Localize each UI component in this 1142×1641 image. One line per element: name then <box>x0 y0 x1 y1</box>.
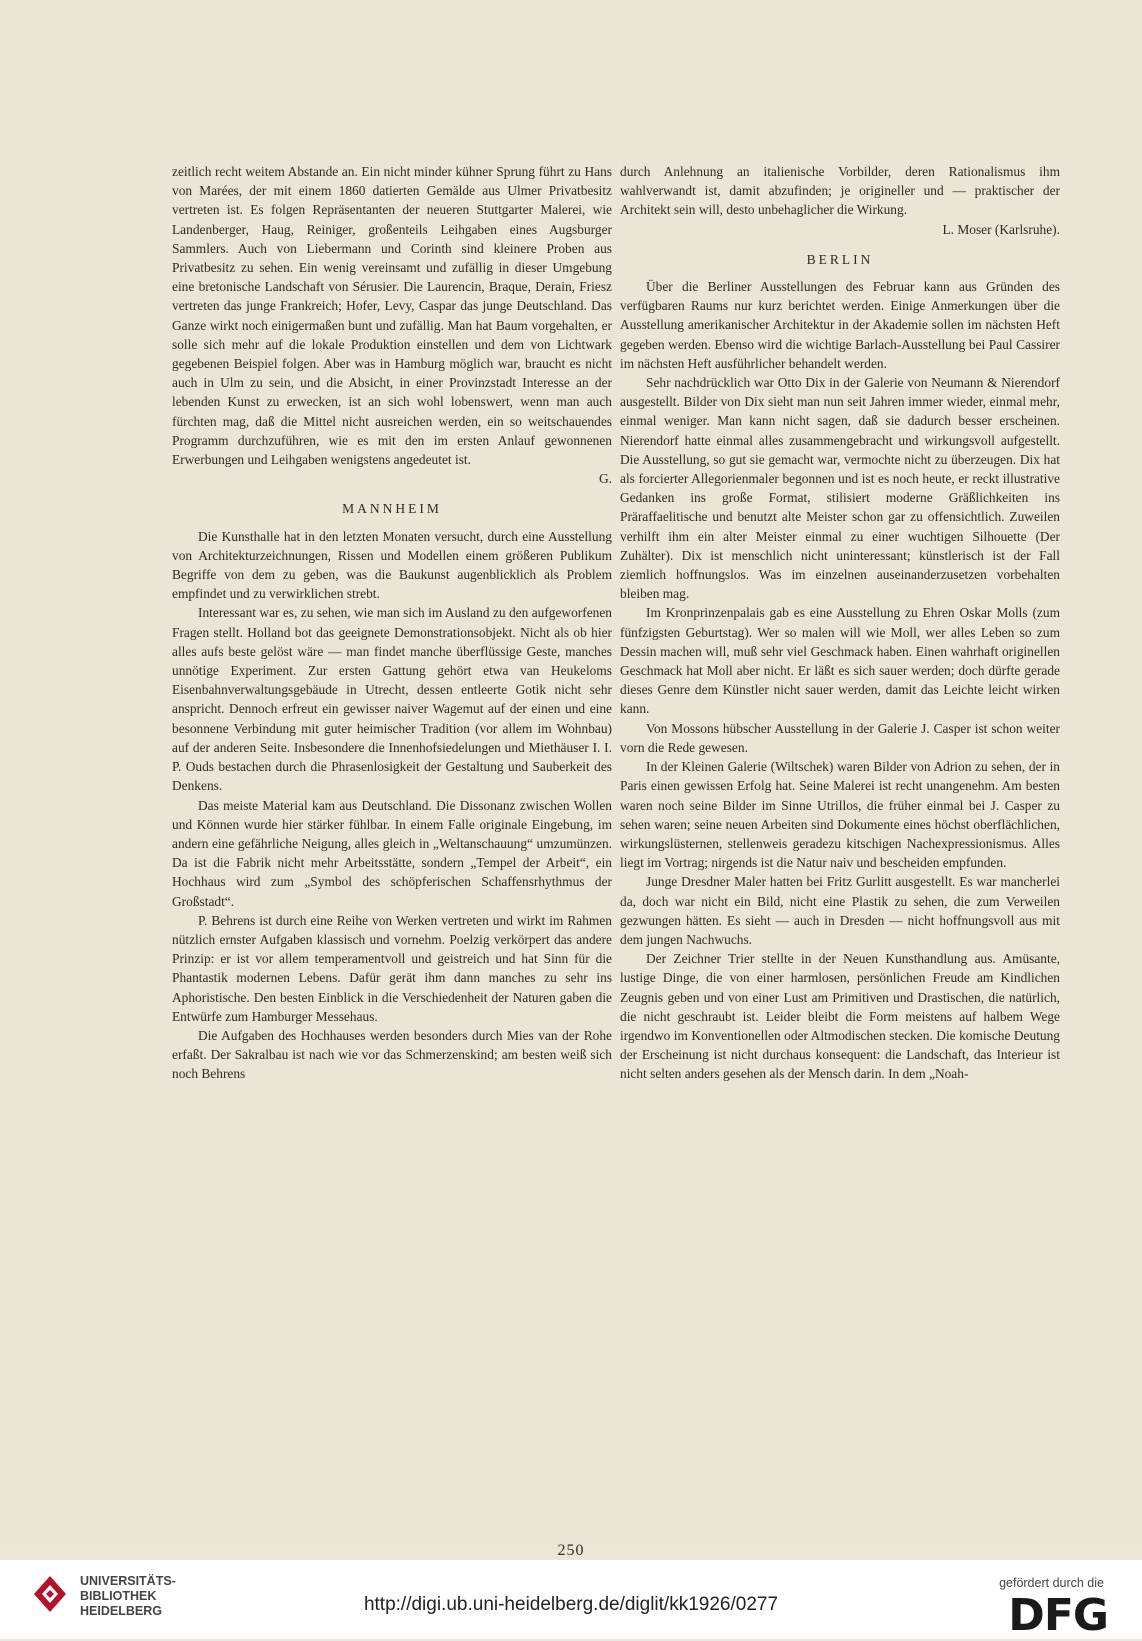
paragraph: In der Kleinen Galerie (Wiltschek) waren Bilder von Adrion zu sehen, der in Paris einen gewissen Erfolg hat. Seine Malerei ist recht unangenehm. Am besten waren noch seine Bilder im Sinne Utrillos, die früher einmal bei J. Casper zu sehen waren; seine neuen Arbeiten sind Dokumente eines höchst oberflächlichen, wirkungslüsternen, stellenweis geradezu kitschigen Nachexpressionismus. Alles liegt im Vortrag; nirgends ist die Natur naiv und bescheiden empfunden. <box>620 759 1060 871</box>
paragraph: Im Kronprinzenpalais gab es eine Ausstellung zu Ehren Oskar Molls (zum fünfzigsten Geburtstag). Wer so malen will wie Moll, wer alles Leben so zum Dessin machen will, muß sehr viel Geschmack haben. Einen wahrhaft originellen Geschmack hat Moll aber nicht. Er läßt es sich sauer werden; doch dürfte gerade dieses Genre dem Künstler nicht sauer werden, damit das Leichte leicht wirken kann. <box>620 605 1060 717</box>
section-heading-berlin: BERLIN <box>806 251 874 267</box>
permalink-url[interactable]: http://digi.ub.uni-heidelberg.de/diglit/kk1926/0277 <box>363 1594 779 1615</box>
paragraph: Von Mossons hübscher Ausstellung in der Galerie J. Casper ist schon weiter vorn die Rede gewesen. <box>620 720 1060 755</box>
paragraph: Der Zeichner Trier stellte in der Neuen Kunsthandlung aus. Amüsante, lustige Dinge, die von einer harmlosen, persönlichen Freude am Kindlichen Zeugnis geben und von einer Lust am Primitiven und Drastischen, die natürlich, die nicht geschraubt ist. Leider bleibt die Form meistens auf halbem Wege irgendwo im Konventionellen oder Altmodischen stecken. Die komische Deutung der Erscheinung ist nicht durchaus konsequent: die Landschaft, das Interieur ist nicht selten anders gesehen als der Mensch darin. In dem „Noah- <box>620 951 1060 1082</box>
library-name-line: BIBLIOTHEK <box>80 1589 157 1603</box>
footer-bar <box>0 1560 1142 1639</box>
right-column <box>620 162 1060 1084</box>
dfg-logo: DFG <box>1008 1590 1108 1641</box>
library-name-line: HEIDELBERG <box>80 1604 162 1618</box>
author-signature: G. <box>598 471 612 487</box>
paragraph: Das meiste Material kam aus Deutschland. Die Dissonanz zwischen Wollen und Können wurde hier stärker fühlbar. In einem Falle originale Eingebung, im andern eine gefährliche Neigung, alles gleich in „Weltanschauung“ umzumünzen. Da ist die Fabrik nicht mehr Arbeitsstätte, sondern „Tempel der Arbeit“, ein Hochhaus wird zum „Symbol des schöpferischen Schaffensrhythmus der Großstadt“. <box>172 797 612 909</box>
paragraph: Junge Dresdner Maler hatten bei Fritz Gurlitt ausgestellt. Es war mancherlei da, doch war nicht ein Bild, nicht eine Plastik zu sehen, die zum Verweilen gezwungen hätten. Es sieht — auch in Dresden — nicht hoffnungsvoll aus mit dem jungen Nachwuchs. <box>620 874 1060 947</box>
page-number: 250 <box>557 1542 585 1559</box>
paragraph: Die Kunsthalle hat in den letzten Monaten versucht, durch eine Ausstellung von Architekturzeichnungen, Rissen und Modellen einem größeren Publikum Begriffe von dem zu geben, was die Baukunst augenblicklich als Problem empfindet und zu verwirklichen strebt. <box>172 528 612 602</box>
paragraph: Die Aufgaben des Hochhauses werden besonders durch Mies van der Rohe erfaßt. Der Sakralbau ist nach wie vor das Schmerzenskind; am besten weiß sich noch Behrens <box>172 1027 612 1082</box>
paragraph: Interessant war es, zu sehen, wie man sich im Ausland zu den aufgeworfenen Fragen stellt. Holland bot das geeignete Demonstrationsobjekt. Nicht als ob hier alles aufs beste gelöst wäre — man findet manche überflüssige Geste, manches unnötige Experiment. Zur ersten Gattung gehört etwa van Heukeloms Eisenbahnverwaltungsgebäude in Utrecht, dessen entleerte Gotik nicht sehr anspricht. Dennoch erfreut ein gewisser naiver Wagemut auf der einen und eine besonnene Verbindung mit guter heimischer Tradition (vor allem im Wohnbau) auf der anderen Seite. Insbesondere die Innenhofsiedelungen und Miethäuser I. I. P. Ouds bestachen durch die Phrasenlosigkeit der Gestaltung und Sauberkeit des Denkens. <box>172 605 612 794</box>
section-heading-mannheim: MANNHEIM <box>342 501 442 517</box>
author-signature: L. Moser (Karlsruhe). <box>942 221 1060 237</box>
paragraph: P. Behrens ist durch eine Reihe von Werken vertreten und wirkt im Rahmen nützlich ernster Aufgaben klassisch und vornehm. Poelzig verkörpert das andere Prinzip: er ist vor allem temperamentvoll und geistreich und hat Sinn für die Phantastik modernen Lebens. Dafür gerät ihm dann manches zu sehr ins Aphoristische. Den besten Einblick in die Verschiedenheit der Naturen gaben die Entwürfe zum Hamburger Messehaus. <box>172 912 612 1024</box>
left-column <box>172 162 612 1084</box>
paragraph: Sehr nachdrücklich war Otto Dix in der Galerie von Neumann & Nierendorf ausgestellt. Bilder von Dix sieht man nun seit Jahren immer wieder, einmal mehr, einmal weniger. Man kann nicht sagen, daß sie dadurch besser erscheinen. Nierendorf hatte einmal alles zusammengebracht und wirkungsvoll aufgestellt. Die Ausstellung, so gut sie gemacht war, vermochte nicht zu überzeugen. Dix hat als forcierter Allegorienmaler begonnen und ist es noch heute, er reckt illustrative Gedanken ins große Format, stilisiert moderne Gräßlichkeiten ins Präraffaelitische und benutzt alte Meister schon gar zu offensichtlich. Zuweilen verhilft ihm ein alter Meister einmal zu einer wuchtigen Silhouette (Der Zuhälter). Dix ist menschlich nicht uninteressant; künstlerisch ist der Fall ziemlich hoffnungslos. Was im einzelnen auseinanderzusetzen vorbehalten bleiben mag. <box>620 375 1060 602</box>
paragraph: zeitlich recht weitem Abstande an. Ein nicht minder kühner Sprung führt zu Hans von Marées, der mit einem 1860 datierten Gemälde aus Ulmer Privatbesitz vertreten ist. Es folgen Repräsentanten der neueren Stuttgarter Malerei, wie Landenberger, Haug, Reiniger, großenteils Leihgaben eines Augsburger Sammlers. Auch von Liebermann und Corinth sind kleinere Proben aus Privatbesitz zu sehen. Ein wenig vereinsamt und zufällig in dieser Umgebung eine bretonische Landschaft von Sérusier. Die Laurencin, Braque, Derain, Friesz vertreten das junge Frankreich; Hofer, Levy, Caspar das junge Deutschland. Das Ganze wirkt noch einigermaßen bunt und zufällig. Man hat Baum vorgehalten, er solle sich mehr auf die lokale Produktion einstellen und dem von Lichtwark gegebenen Beispiel folgen. Aber was in Hamburg möglich war, braucht es nicht auch in Ulm zu sein, und die Absicht, in einer Provinzstadt Interesse an der lebenden Kunst zu erwecken, ist an sich wohl lobenswert, wenn man auch fürchten mag, daß die Mittel nicht ausreichen werden, ein so weitschauendes Programm durchzuführen, wie es mit den im ersten Anlauf gewonnenen Erwerbungen und Leihgaben wenigstens angedeutet ist. <box>172 164 612 468</box>
library-name-line: UNIVERSITÄTS- <box>80 1574 176 1588</box>
paragraph: durch Anlehnung an italienische Vorbilder, deren Rationalismus ihm wahlverwandt ist, damit abzufinden; je origineller und — praktischer der Architekt sein will, desto unbehaglicher die Wirkung. <box>620 164 1060 218</box>
paragraph: Über die Berliner Ausstellungen des Februar kann aus Gründen des verfügbaren Raums nur kurz berichtet werden. Einige Anmerkungen über die Ausstellung amerikanischer Architektur in der Akademie sollen im nächsten Heft gegeben werden. Ebenso wird die wichtige Barlach-Ausstellung bei Paul Cassirer im nächsten Heft ausführlicher behandelt werden. <box>620 279 1060 371</box>
sponsor-label: gefördert durch die <box>999 1576 1104 1590</box>
